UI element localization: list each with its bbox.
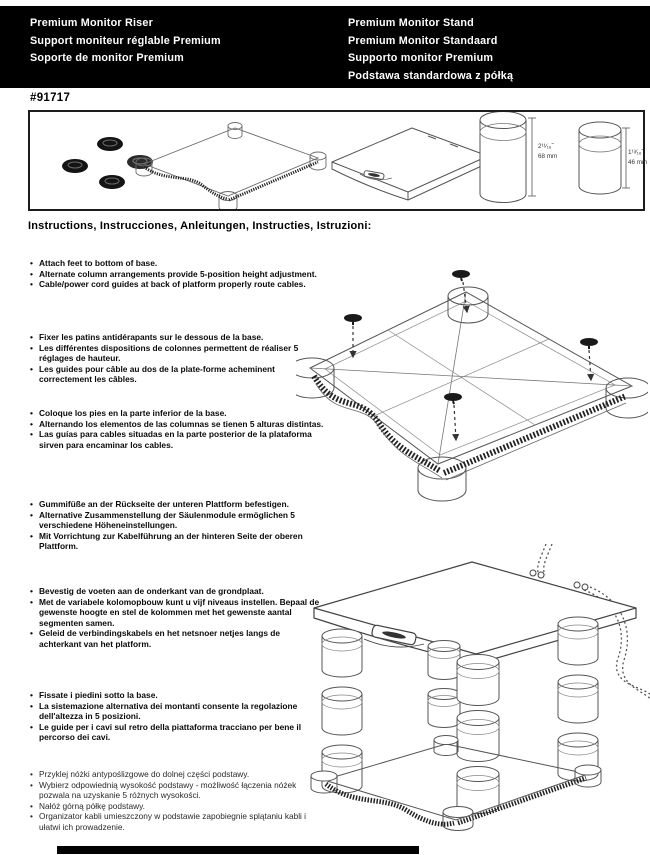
instructions-german <box>30 499 324 552</box>
short-column-part-icon <box>579 122 621 194</box>
instruction-bullet: • Organizator kabli umieszczony w podstawie zapobiegnie splątaniu kabli i ułatwi ich prowadzenie. <box>30 811 324 832</box>
instruction-bullet: • Bevestig de voeten aan de onderkant van de grondplaat. <box>30 586 324 597</box>
instruction-bullet: • Mit Vorrichtung zur Kabelführung an der hinteren Seite der oberen Plattform. <box>30 531 324 552</box>
base-feet-attachment-diagram <box>296 256 648 506</box>
column-stacks-illustration <box>322 617 598 814</box>
instruction-bullet: • Przyklej nóżki antypoślizgowe do dolnej części podstawy. <box>30 769 324 780</box>
tall-column-dimension-line <box>528 118 536 196</box>
instructions-spanish <box>30 408 324 450</box>
product-title-line: Premium Monitor Riser <box>30 17 153 29</box>
instruction-bullet: • Cable/power cord guides at back of platform properly route cables. <box>30 279 324 290</box>
instructions-dutch <box>30 586 324 650</box>
product-titles-left <box>30 15 221 68</box>
product-title-line: Support moniteur réglable Premium <box>30 34 221 47</box>
short-column-dimension-label <box>628 148 647 169</box>
header-bar <box>0 6 650 88</box>
instruction-bullet: • Alternate column arrangements provide 5-position height adjustment. <box>30 269 324 280</box>
instruction-bullet: • Alternando los elementos de las columnas se tienen 5 alturas distintas. <box>30 419 324 430</box>
foot-with-arrow <box>444 393 462 440</box>
instruction-bullet: • Met de variabele kolomopbouw kunt u vijf niveaus instellen. Bepaal de gewenste hoogte en stel de kolommen met het gewenste aantal segmenten samen. <box>30 597 324 629</box>
instruction-bullet: • Las guías para cables situadas en la parte posterior de la plataforma sirven para encaminar los cables. <box>30 429 324 450</box>
instruction-bullet: • Coloque los pies en la parte inferior de la base. <box>30 408 324 419</box>
parts-diagram-box <box>28 110 648 211</box>
product-title-line: Podstawa standardowa z półką <box>348 69 514 82</box>
tall-column-dimension-label <box>538 142 557 163</box>
product-title-line: Soporte de monitor Premium <box>30 52 184 64</box>
platform-part-icon <box>332 128 488 200</box>
foot-with-arrow <box>452 270 470 312</box>
instruction-bullet: • Fissate i piedini sotto la base. <box>30 690 324 701</box>
instruction-bullet: • Les différentes dispositions de colonnes permettent de réaliser 5 réglages de hauteur. <box>30 343 324 364</box>
instruction-bullet: • Fixer les patins antidérapants sur le dessous de la base. <box>30 332 324 343</box>
instructions-italian <box>30 690 324 743</box>
instructions-french <box>30 332 324 385</box>
dimension-inches: 1¹³⁄₁₆˝ <box>628 149 644 156</box>
instruction-bullet: • Wybierz odpowiednią wysokość podstawy - możliwość łączenia nóżek pozwala na uzyskanie 5 różnych wysokości. <box>30 780 324 801</box>
instruction-bullet: • Attach feet to bottom of base. <box>30 258 324 269</box>
dimension-inches: 2¹¹⁄₁₆˝ <box>538 143 554 150</box>
dimension-mm: 68 mm <box>538 153 558 161</box>
dimension-mm: 46 mm <box>628 159 648 167</box>
part-number: #91717 <box>30 92 71 104</box>
rubber-feet-parts-icon <box>62 137 153 189</box>
cable-guide-icon <box>530 570 544 578</box>
instruction-bullet: • Geleid de verbindingskabels en het netsnoer netjes langs de achterkant van het platform. <box>30 628 324 649</box>
instructions-polish <box>30 769 324 833</box>
instruction-bullet: • Alternative Zusammenstellung der Säulenmodule ermöglichen 5 verschiedene Höheneinstellungen. <box>30 510 324 531</box>
tall-column-part-icon <box>480 112 526 203</box>
instruction-bullet: • Nałóż górną półkę podstawy. <box>30 801 324 812</box>
product-title-line: Premium Monitor Standaard <box>348 34 498 47</box>
instruction-bullet: • Le guide per i cavi sul retro della piattaforma tracciano per bene il percorso dei cavi. <box>30 722 324 743</box>
instruction-bullet: • Gummifüße an der Rückseite der unteren Plattform befestigen. <box>30 499 324 510</box>
instructions-heading: Instructions, Instrucciones, Anleitungen, Instructies, Istruzioni: <box>28 220 372 232</box>
product-titles-right <box>348 15 513 85</box>
product-title-line: Premium Monitor Stand <box>348 17 474 29</box>
footer-bar <box>57 846 419 854</box>
base-frame-part-icon <box>136 123 326 210</box>
cable-guide-icon <box>574 582 588 590</box>
instruction-bullet: • Les guides pour câble au dos de la plate-forme acheminent correctement les câbles. <box>30 364 324 385</box>
assembly-exploded-diagram <box>294 544 650 836</box>
instruction-bullet: • La sistemazione alternativa dei montanti consente la regolazione dell'altezza in 5 posizioni. <box>30 701 324 722</box>
product-title-line: Supporto monitor Premium <box>348 52 494 64</box>
instructions-english <box>30 258 324 290</box>
